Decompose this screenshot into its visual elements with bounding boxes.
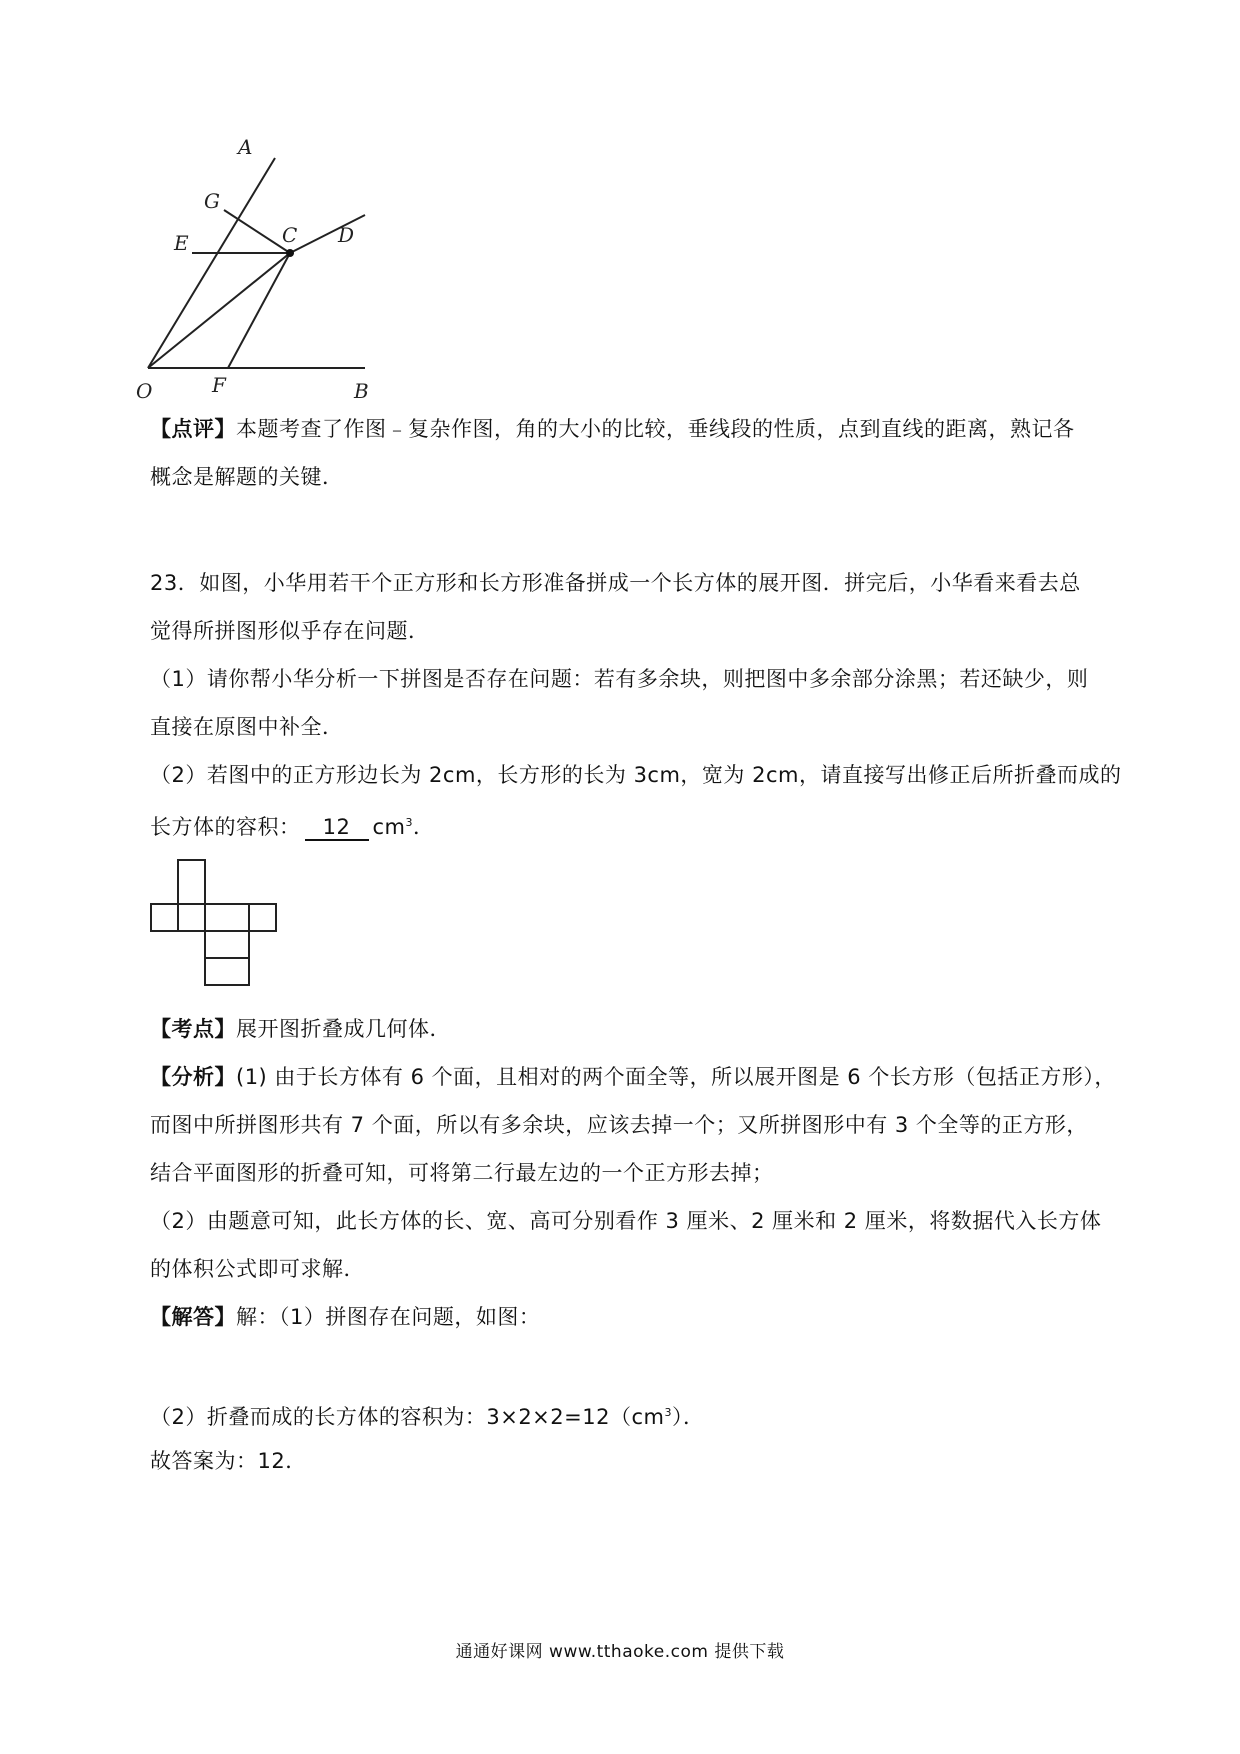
solution-text-2-power: 3	[664, 1406, 672, 1419]
net-middle-square-far-right	[249, 904, 276, 931]
net-middle-square-center	[178, 904, 205, 931]
comment-text-2: 概念是解题的关键．	[150, 465, 344, 489]
label-G: G	[204, 189, 220, 213]
question-part1-line-2: 直接在原图中补全．	[150, 715, 344, 739]
analysis-line-1	[150, 1062, 1116, 1092]
part2-prefix: 长方体的容积：	[150, 815, 301, 839]
part2-end: ．	[413, 815, 435, 839]
analysis-text-1: (1) 由于长方体有 6 个面，且相对的两个面全等，所以展开图是 6 个长方形（包括正方形），	[236, 1065, 1116, 1089]
question-stem-line-2: 觉得所拼图形似乎存在问题．	[150, 619, 430, 643]
analysis-line-5: 的体积公式即可求解．	[150, 1257, 365, 1281]
net-bottom-rect-upper	[205, 931, 249, 958]
label-B: B	[354, 379, 369, 403]
footer-text: 通通好课网 www.tthaoke.com 提供下载	[455, 1642, 785, 1662]
question-part2-line-1: （2）若图中的正方形边长为 2cm，长方形的长为 3cm，宽为 2cm，请直接写出修正后所折叠而成的	[150, 763, 1122, 787]
point-C	[286, 249, 294, 257]
label-C: C	[282, 223, 298, 247]
analysis-line-3: 结合平面图形的折叠可知，可将第二行最左边的一个正方形去掉；	[150, 1161, 774, 1185]
part2-unit-power: 3	[405, 816, 414, 829]
label-E: E	[174, 231, 189, 255]
solution-line-1	[150, 1302, 540, 1332]
question-part2-line-2	[150, 808, 435, 842]
comment-line-1	[150, 414, 1075, 444]
segment-FC	[228, 253, 290, 368]
net-middle-rect-right	[205, 904, 249, 931]
comment-text-1: 本题考查了作图﹣复杂作图，角的大小的比较，垂线段的性质，点到直线的距离，熟记各	[236, 417, 1075, 441]
solution-line-2	[150, 1398, 704, 1432]
label-A: A	[238, 135, 253, 159]
analysis-line-2: 而图中所拼图形共有 7 个面，所以有多余块，应该去掉一个；又所拼图形中有 3 个全等的正方形，	[150, 1113, 1088, 1137]
question-stem-line-1: 23．如图，小华用若干个正方形和长方形准备拼成一个长方体的展开图．拼完后，小华看来看去总	[150, 571, 1081, 595]
net-top-rect	[178, 860, 205, 904]
part2-unit: cm	[372, 815, 406, 839]
part2-answer-blank: 12	[305, 815, 369, 841]
solution-text-2-suffix: ）．	[671, 1405, 705, 1429]
net-bottom-rect-lower	[205, 958, 249, 985]
comment-line-2	[150, 462, 344, 492]
final-answer-line: 故答案为：12．	[150, 1449, 307, 1473]
solution-text-1: 解：（1）拼图存在问题，如图：	[236, 1305, 541, 1329]
comment-tag: 【点评】	[150, 417, 236, 441]
net-middle-square-left	[151, 904, 178, 931]
label-F: F	[212, 373, 226, 397]
segment-GC	[224, 210, 290, 253]
analysis-tag: 【分析】	[150, 1065, 236, 1089]
solution-tag: 【解答】	[150, 1305, 236, 1329]
segment-OC	[148, 253, 290, 368]
label-O: O	[136, 379, 153, 403]
solution-text-2-prefix: （2）折叠而成的长方体的容积为：3×2×2=12（cm	[150, 1405, 665, 1429]
label-D: D	[338, 223, 355, 247]
kaodian-text: 展开图折叠成几何体．	[236, 1017, 451, 1041]
kaodian-line	[150, 1014, 451, 1044]
question-part1-line-1: （1）请你帮小华分析一下拼图是否存在问题：若有多余块，则把图中多余部分涂黑；若还缺少，则	[150, 667, 1089, 691]
geometry-figure	[130, 135, 430, 410]
analysis-line-4: （2）由题意可知，此长方体的长、宽、高可分别看作 3 厘米、2 厘米和 2 厘米，将数据代入长方体	[150, 1209, 1102, 1233]
kaodian-tag: 【考点】	[150, 1017, 236, 1041]
net-figure	[148, 858, 288, 988]
